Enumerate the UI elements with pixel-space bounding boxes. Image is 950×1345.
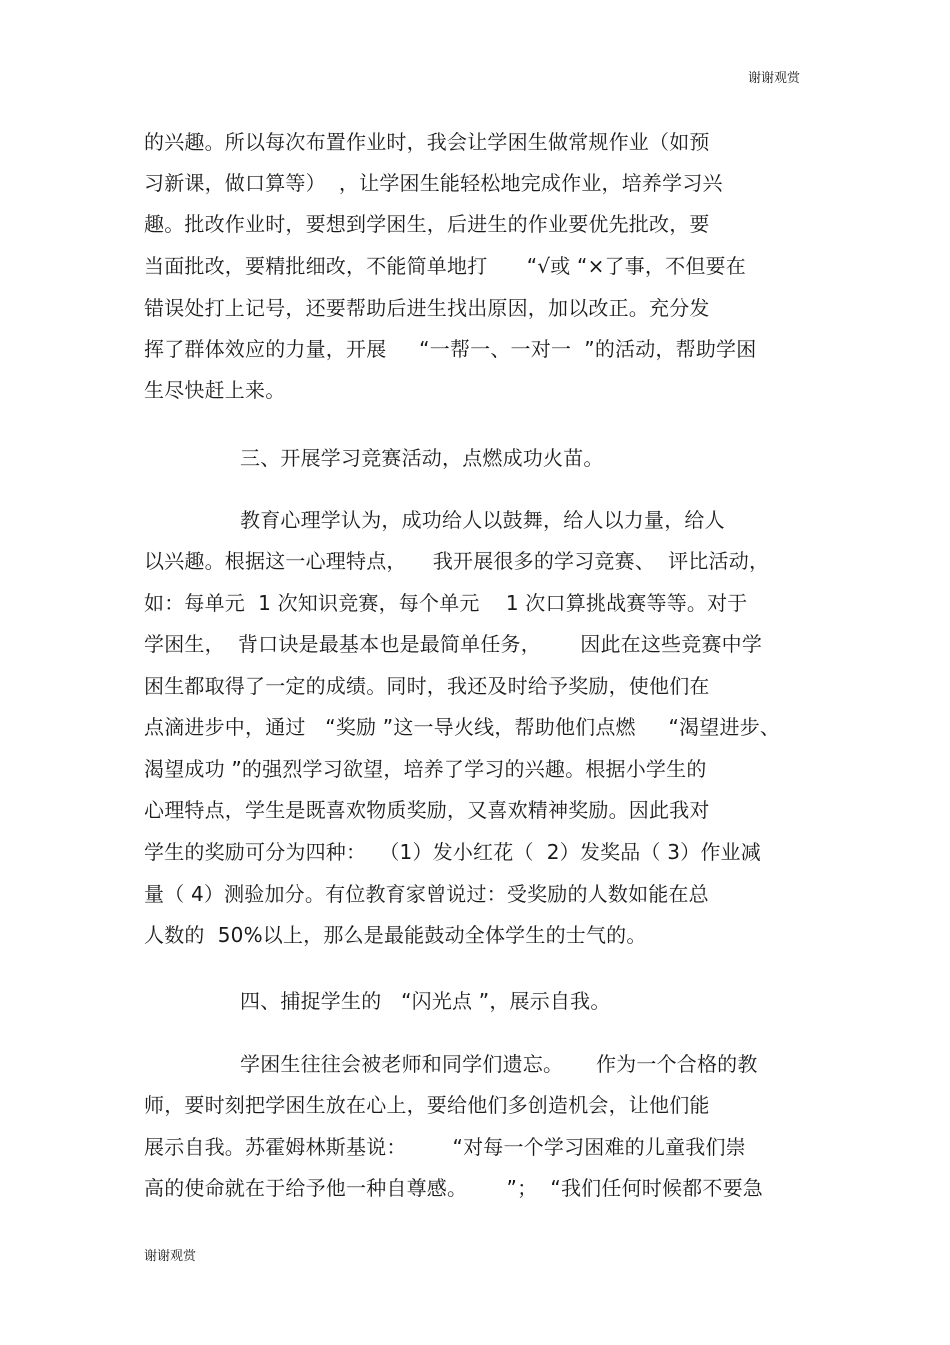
body-line: 高的使命就在于给予他一种自尊感。 ”； “我们任何时候都不要急 [144,1176,763,1200]
body-line: 教育心理学认为，成功给人以鼓舞，给人以力量，给人 [240,508,725,532]
body-line: 当面批改，要精批细改，不能简单地打 “√或 “×了事，不但要在 [144,254,746,278]
body-line: 趣。批改作业时，要想到学困生，后进生的作业要优先批改，要 [144,212,710,236]
body-line: 学困生， 背口诀是最基本也是最简单任务， 因此在这些竞赛中学 [144,632,763,656]
section-heading: 四、捕捉学生的 “闪光点 ”，展示自我。 [240,989,611,1013]
body-line: 学生的奖励可分为四种： （1）发小红花（ 2）发奖品（ 3）作业减 [144,840,761,864]
body-line: 习新课，做口算等） ，让学困生能轻松地完成作业，培养学习兴 [144,171,723,195]
body-line: 以兴趣。根据这一心理特点， 我开展很多的学习竞赛、 评比活动， [144,549,770,573]
body-line: 困生都取得了一定的成绩。同时，我还及时给予奖励，使他们在 [144,674,710,698]
body-line: 挥了群体效应的力量，开展 “一帮一、一对一 ”的活动，帮助学困 [144,337,757,361]
section-heading: 三、开展学习竞赛活动，点燃成功火苗。 [240,446,604,470]
body-line: 生尽快赶上来。 [144,378,286,402]
body-line: 如：每单元 1 次知识竞赛，每个单元 1 次口算挑战赛等等。对于 [144,591,748,615]
footer-note: 谢谢观赏 [144,1249,197,1264]
header-note: 谢谢观赏 [747,71,800,86]
body-line: 学困生往往会被老师和同学们遗忘。 作为一个合格的教 [240,1052,758,1076]
body-line: 渴望成功 ”的强烈学习欲望，培养了学习的兴趣。根据小学生的 [144,757,707,781]
body-line: 师，要时刻把学困生放在心上，要给他们多创造机会，让他们能 [144,1093,710,1117]
body-line: 的兴趣。所以每次布置作业时，我会让学困生做常规作业（如预 [144,130,710,154]
body-line: 展示自我。苏霍姆林斯基说： “对每一个学习困难的儿童我们崇 [144,1135,746,1159]
body-line: 错误处打上记号，还要帮助后进生找出原因，加以改正。充分发 [144,296,710,320]
body-line: 人数的 50%以上，那么是最能鼓动全体学生的士气的。 [144,923,647,947]
body-line: 点滴进步中，通过 “奖励 ”这一导火线，帮助他们点燃 “渴望进步、 [144,715,781,739]
body-line: 量（ 4）测验加分。有位教育家曾说过：受奖励的人数如能在总 [144,882,709,906]
body-line: 心理特点，学生是既喜欢物质奖励，又喜欢精神奖励。因此我对 [144,798,710,822]
